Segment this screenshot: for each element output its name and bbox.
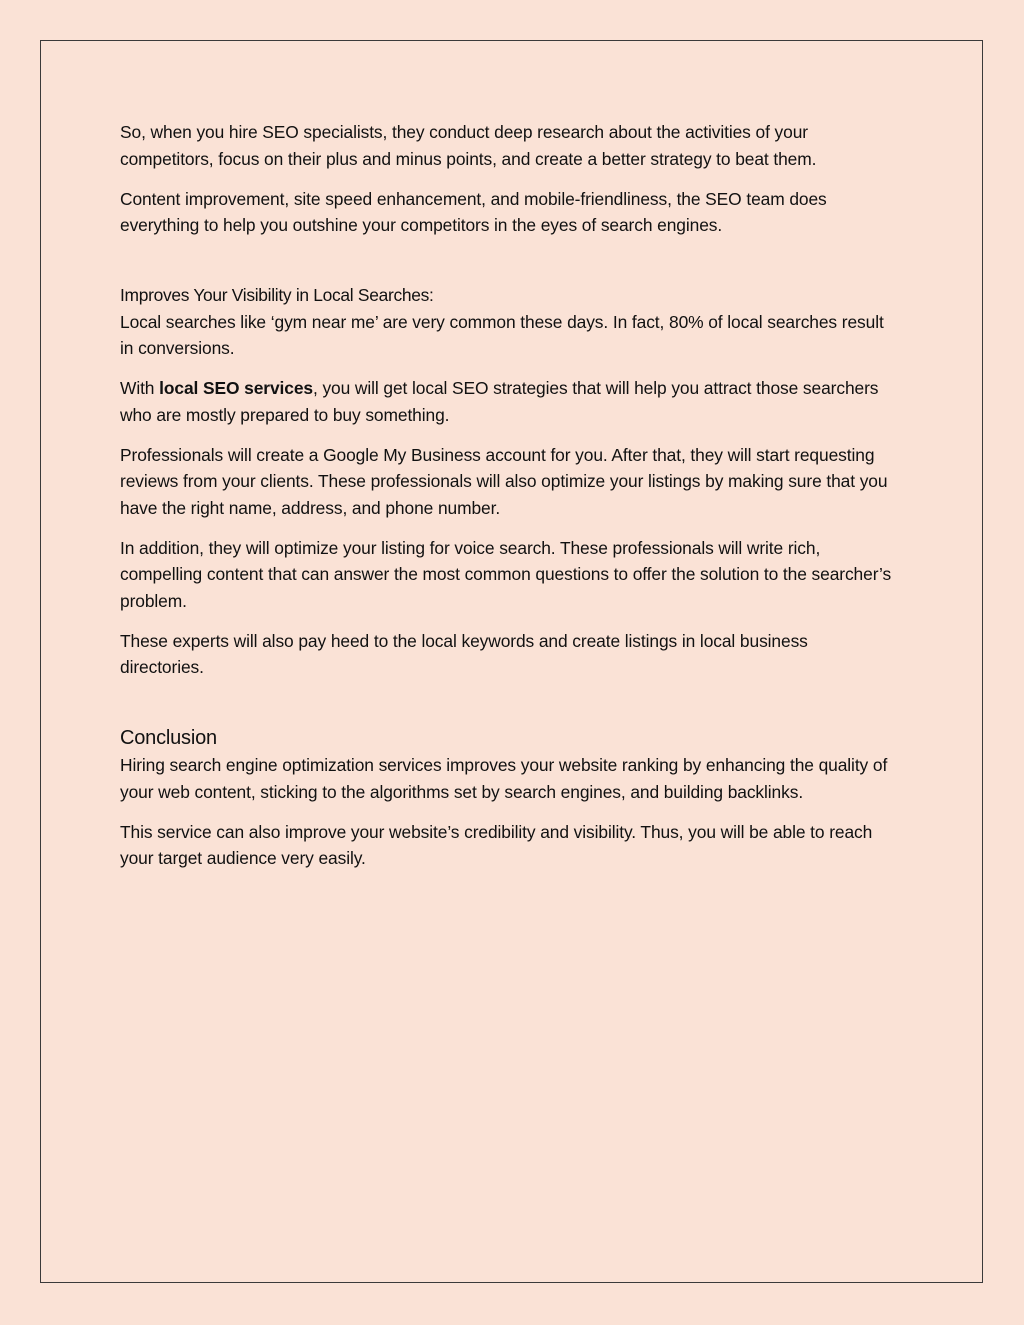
local-paragraph-2 — [120, 375, 895, 428]
local-paragraph-3: Professionals will create a Google My Business account for you. After that, they will start requesting reviews from your clients. These professionals will also optimize your listings by making sure that you have the right name, address, and phone number. — [120, 444, 888, 518]
document-body — [120, 119, 895, 885]
local-paragraph-4: In addition, they will optimize your listing for voice search. These professionals will write rich, compelling content that can answer the most common questions to offer the solution to the searcher’s problem. — [120, 537, 892, 611]
local-search-heading: Improves Your Visibility in Local Searches: — [120, 285, 434, 305]
local-p2-suffix: , you will get local SEO strategies that will help you attract those searchers who are mostly prepared to buy something. — [120, 378, 879, 425]
conclusion-paragraph-1: Hiring search engine optimization services improves your website ranking by enhancing the quality of your web content, sticking to the algorithms set by search engines, and building backlinks. — [120, 755, 888, 802]
local-paragraph-1: Local searches like ‘gym near me’ are very common these days. In fact, 80% of local searches result in conversions. — [120, 311, 884, 358]
intro-paragraph-1: So, when you hire SEO specialists, they conduct deep research about the activities of your competitors, focus on their plus and minus points, and create a better strategy to beat them. — [120, 122, 817, 169]
local-paragraph-5: These experts will also pay heed to the local keywords and create listings in local business directories. — [120, 630, 808, 677]
section-spacer — [120, 252, 895, 282]
conclusion-paragraph-2: This service can also improve your website’s credibility and visibility. Thus, you will be able to reach your target audience very easily. — [120, 821, 873, 868]
local-p2-prefix: With — [120, 378, 160, 398]
local-seo-services-bold: local SEO services — [159, 378, 313, 398]
intro-paragraph-2: Content improvement, site speed enhancement, and mobile-friendliness, the SEO team does everything to help you outshine your competitors in the eyes of search engines. — [120, 188, 827, 235]
conclusion-heading: Conclusion — [120, 727, 217, 749]
section-spacer — [120, 694, 895, 724]
